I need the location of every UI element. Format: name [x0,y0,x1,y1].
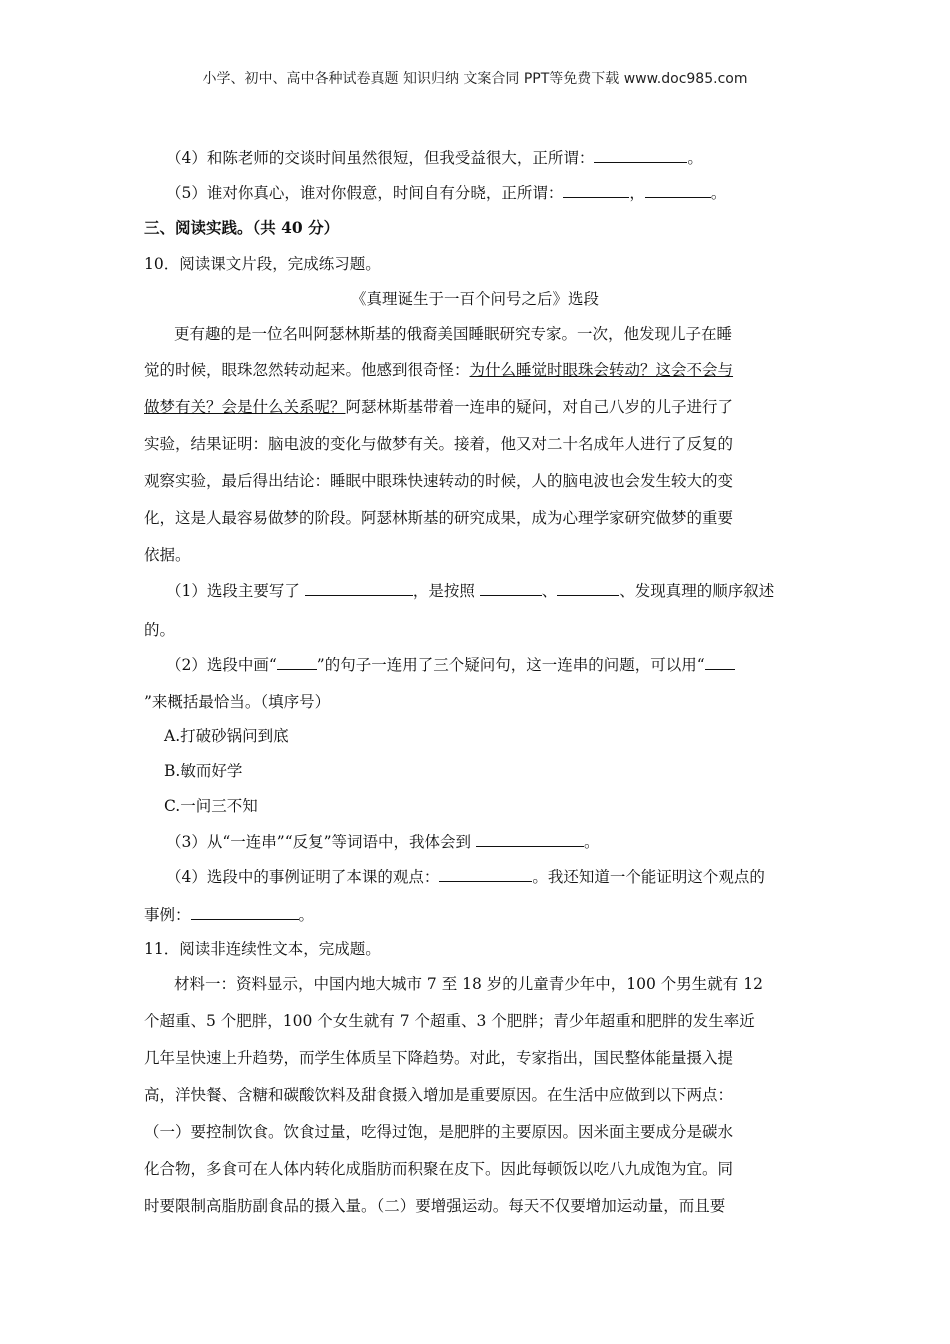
answer-blank[interactable] [563,183,629,198]
answer-blank[interactable] [594,148,687,163]
material-line: 几年呈快速上升趋势，而学生体质呈下降趋势。对此，专家指出，国民整体能量摄入提 [144,1049,734,1067]
material-line: （一）要控制饮食。饮食过量，吃得过饱，是肥胖的主要原因。因米面主要成分是碳水 [144,1123,734,1141]
question-10-3: （3）从“一连串”“反复”等词语中，我体会到 。 [166,833,600,851]
answer-blank[interactable] [277,655,317,670]
underlined-sentence: 做梦有关？会是什么关系呢？ [144,398,346,416]
answer-blank[interactable] [645,183,711,198]
section-3-heading: 三、阅读实践。（共 40 分） [144,218,340,237]
answer-blank[interactable] [557,581,619,596]
option-b: B.敏而好学 [164,762,243,780]
passage-line: 更有趣的是一位名叫阿瑟林斯基的俄裔美国睡眠研究专家。一次，他发现儿子在睡 [174,325,733,343]
material-line: 个超重、5 个肥胖，100 个女生就有 7 个超重、3 个肥胖；青少年超重和肥胖的发生率近 [144,1012,755,1030]
question-11-title: 11．阅读非连续性文本，完成题。 [144,940,381,958]
question-9-5: （5）谁对你真心，谁对你假意，时间自有分晓，正所谓： ， 。 [166,184,727,202]
passage-line: 实验，结果证明：脑电波的变化与做梦有关。接着，他又对二十名成年人进行了反复的 [144,435,734,453]
passage-line: 化，这是人最容易做梦的阶段。阿瑟林斯基的研究成果，成为心理学家研究做梦的重要 [144,509,734,527]
option-c: C.一问三不知 [164,797,258,815]
question-10-title: 10．阅读课文片段，完成练习题。 [144,255,381,273]
material-line: 材料一：资料显示，中国内地大城市 7 至 18 岁的儿童青少年中，100 个男生就有 12 [174,975,763,993]
material-line: 时要限制高脂肪副食品的摄入量。（二）要增强运动。每天不仅要增加运动量，而且要 [144,1197,726,1215]
passage-line: 觉的时候，眼珠忽然转动起来。他感到很奇怪：为什么睡觉时眼珠会转动？这会不会与 [144,361,734,379]
passage-line: 做梦有关？会是什么关系呢？阿瑟林斯基带着一连串的疑问，对自己八岁的儿子进行了 [144,398,734,416]
question-10-1-cont: 的。 [144,621,176,639]
passage-title: 《真理诞生于一百个问号之后》选段 [350,290,599,308]
page-header: 小学、初中、高中各种试卷真题 知识归纳 文案合同 PPT等免费下载 www.doc985.com [202,71,748,87]
question-10-2-cont: ”来概括最恰当。（填序号） [144,693,331,711]
answer-blank[interactable] [480,581,542,596]
answer-blank[interactable] [705,655,735,670]
passage-line: 依据。 [144,546,191,564]
question-10-4-cont: 事例： 。 [144,906,315,924]
passage-line: 观察实验，最后得出结论：睡眠中眼珠快速转动的时候，人的脑电波也会发生较大的变 [144,472,734,490]
underlined-sentence: 为什么睡觉时眼珠会转动？这会不会与 [469,361,734,379]
material-line: 高，洋快餐、含糖和碳酸饮料及甜食摄入增加是重要原因。在生活中应做到以下两点： [144,1086,734,1104]
question-10-1: （1）选段主要写了 ，是按照 、 、发现真理的顺序叙述 [166,582,775,600]
answer-blank[interactable] [305,581,413,596]
question-9-4: （4）和陈老师的交谈时间虽然很短，但我受益很大，正所谓： 。 [166,149,703,167]
answer-blank[interactable] [476,832,584,847]
material-line: 化合物，多食可在人体内转化成脂肪而积聚在皮下。因此每顿饭以吃八九成饱为宜。同 [144,1160,734,1178]
question-10-2: （2）选段中画“ ”的句子一连用了三个疑问句，这一连串的问题，可以用“ [166,653,735,675]
option-a: A.打破砂锅问到底 [164,727,289,745]
answer-blank[interactable] [191,905,299,920]
answer-blank[interactable] [439,867,532,882]
question-10-4: （4）选段中的事例证明了本课的观点： 。我还知道一个能证明这个观点的 [166,868,765,886]
